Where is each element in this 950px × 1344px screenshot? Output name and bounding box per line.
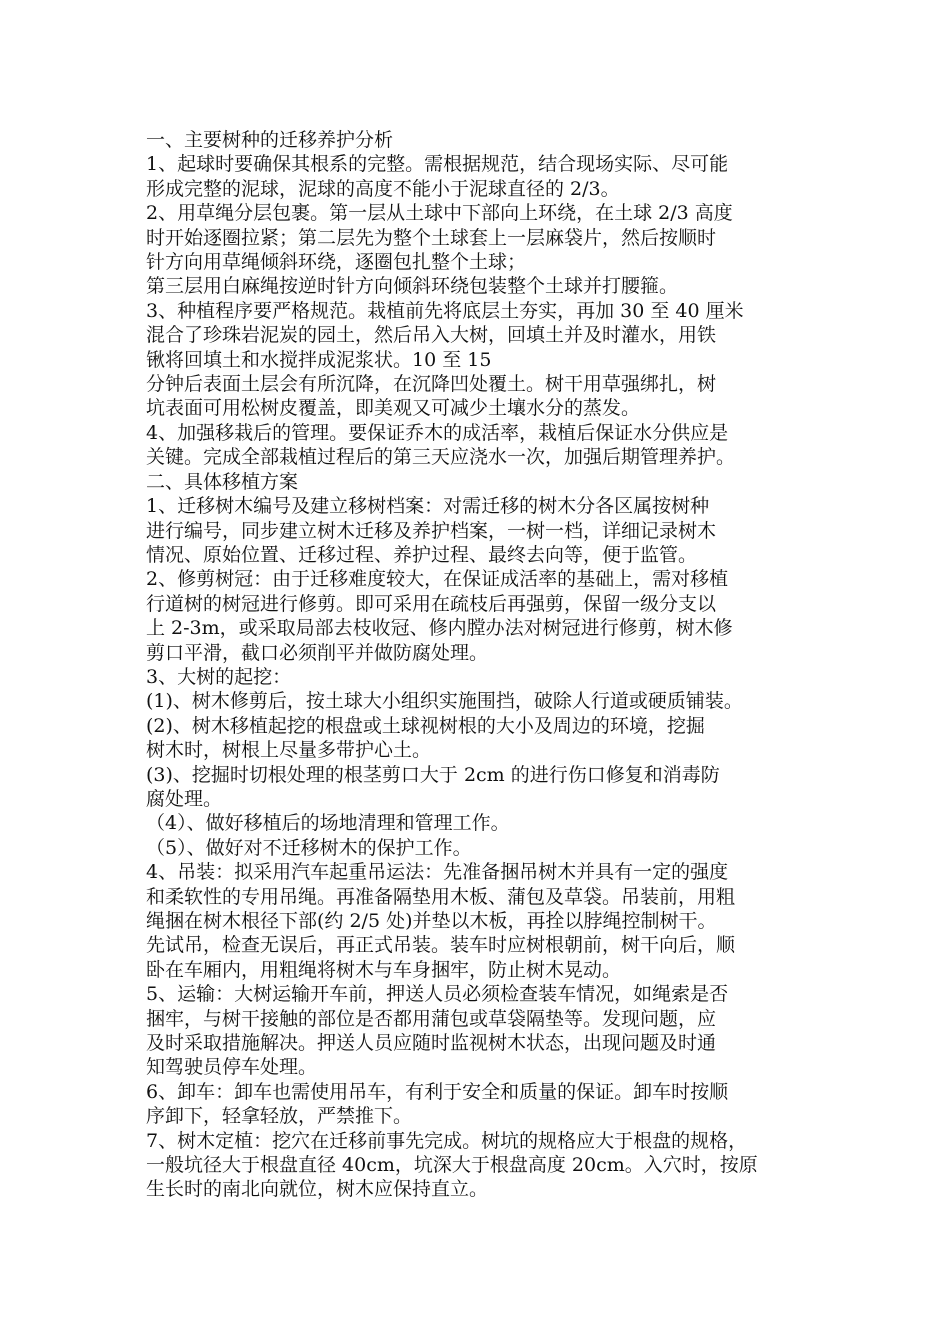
text-line: 剪口平滑，截口必须削平并做防腐处理。 [146, 641, 489, 664]
text-line: （5）、做好对不迁移树木的保护工作。 [146, 836, 472, 859]
text-line: (1)、树木修剪后，按土球大小组织实施围挡，破除人行道或硬质铺装。 [146, 690, 743, 713]
text-line: 一般坑径大于根盘直径 40cm，坑深大于根盘高度 20cm。入穴时，按原 [146, 1154, 758, 1177]
text-line: 5、运输：大树运输开车前，押送人员必须检查装车情况，如绳索是否 [146, 983, 729, 1006]
text-line: 2、修剪树冠：由于迁移难度较大，在保证成活率的基础上，需对移植 [146, 568, 729, 591]
text-line: (2)、树木移植起挖的根盘或土球视树根的大小及周边的环境，挖掘 [146, 714, 705, 737]
text-line: 坑表面可用松树皮覆盖，即美观又可减少土壤水分的蒸发。 [146, 397, 641, 420]
text-line: 序卸下，轻拿轻放，严禁推下。 [146, 1105, 413, 1128]
document-body [146, 128, 826, 1202]
text-line: 形成完整的泥球，泥球的高度不能小于泥球直径的 2/3。 [146, 177, 620, 200]
text-line: 4、吊装：拟采用汽车起重吊运法：先准备捆吊树木并具有一定的强度 [146, 861, 729, 884]
text-line: 4、加强移栽后的管理。要保证乔木的成活率，栽植后保证水分供应是 [146, 421, 729, 444]
text-line: 3、大树的起挖： [146, 665, 292, 688]
text-line: 行道树的树冠进行修剪。即可采用在疏枝后再强剪，保留一级分支以 [146, 592, 717, 615]
text-line: 分钟后表面土层会有所沉降，在沉降凹处覆土。树干用草强绑扎，树 [146, 373, 717, 396]
text-line: 捆牢，与树干接触的部位是否都用蒲包或草袋隔垫等。发现问题，应 [146, 1007, 717, 1030]
text-line: (3)、挖掘时切根处理的根茎剪口大于 2cm 的进行伤口修复和消毒防 [146, 763, 720, 786]
text-line: 卧在车厢内，用粗绳将树木与车身捆牢，防止树木晃动。 [146, 958, 622, 981]
text-line: 和柔软性的专用吊绳。再准备隔垫用木板、蒲包及草袋。吊装前，用粗 [146, 885, 736, 908]
text-line: 树木时，树根上尽量多带护心土。 [146, 739, 432, 762]
text-line: 腐处理。 [146, 787, 223, 810]
text-line: 上 2-3m，或采取局部去枝收冠、修内膛办法对树冠进行修剪，树木修 [146, 617, 733, 640]
text-line: 知驾驶员停车处理。 [146, 1056, 318, 1079]
text-line: 1、迁移树木编号及建立移树档案：对需迁移的树木分各区属按树种 [146, 495, 710, 518]
section-heading: 一、主要树种的迁移养护分析 [146, 129, 394, 151]
text-line: 第三层用白麻绳按逆时针方向倾斜环绕包装整个土球并打腰箍。 [146, 275, 679, 298]
text-line: 绳捆在树木根径下部(约 2/5 处)并垫以木板，再拴以脖绳控制树干。 [146, 910, 717, 932]
text-line: 7、树木定植：挖穴在迁移前事先完成。树坑的规格应大于根盘的规格， [146, 1129, 748, 1152]
text-line: 生长时的南北向就位，树木应保持直立。 [146, 1178, 489, 1201]
text-line: 6、卸车：卸车也需使用吊车，有利于安全和质量的保证。卸车时按顺 [146, 1080, 729, 1103]
text-line: 进行编号，同步建立树木迁移及养护档案，一树一档，详细记录树木 [146, 519, 717, 542]
text-line: 先试吊，检查无误后，再正式吊装。装车时应树根朝前，树干向后，顺 [146, 934, 736, 957]
text-line: 3、种植程序要严格规范。栽植前先将底层土夯实，再加 30 至 40 厘米 [146, 299, 744, 322]
text-line: 时开始逐圈拉紧；第二层先为整个土球套上一层麻袋片，然后按顺时 [146, 226, 717, 249]
text-line: 1、起球时要确保其根系的完整。需根据规范，结合现场实际、尽可能 [146, 153, 729, 176]
text-line: 情况、原始位置、迁移过程、养护过程、最终去向等，便于监管。 [146, 543, 698, 566]
text-line: 混合了珍珠岩泥炭的园土，然后吊入大树，回填土并及时灌水，用铁 [146, 324, 717, 347]
text-line: 关键。完成全部栽植过程后的第三天应浇水一次，加强后期管理养护。 [146, 446, 736, 469]
text-line: 针方向用草绳倾斜环绕，逐圈包扎整个土球； [146, 251, 527, 274]
section-heading: 二、具体移植方案 [146, 470, 299, 493]
text-line: 及时采取措施解决。押送人员应随时监视树木状态，出现问题及时通 [146, 1032, 717, 1055]
text-line: 锹将回填土和水搅拌成泥浆状。10 至 15 [146, 348, 492, 371]
text-line: （4）、做好移植后的场地清理和管理工作。 [146, 812, 510, 835]
text-line: 2、用草绳分层包裹。第一层从土球中下部向上环绕，在土球 2/3 高度 [146, 202, 733, 225]
